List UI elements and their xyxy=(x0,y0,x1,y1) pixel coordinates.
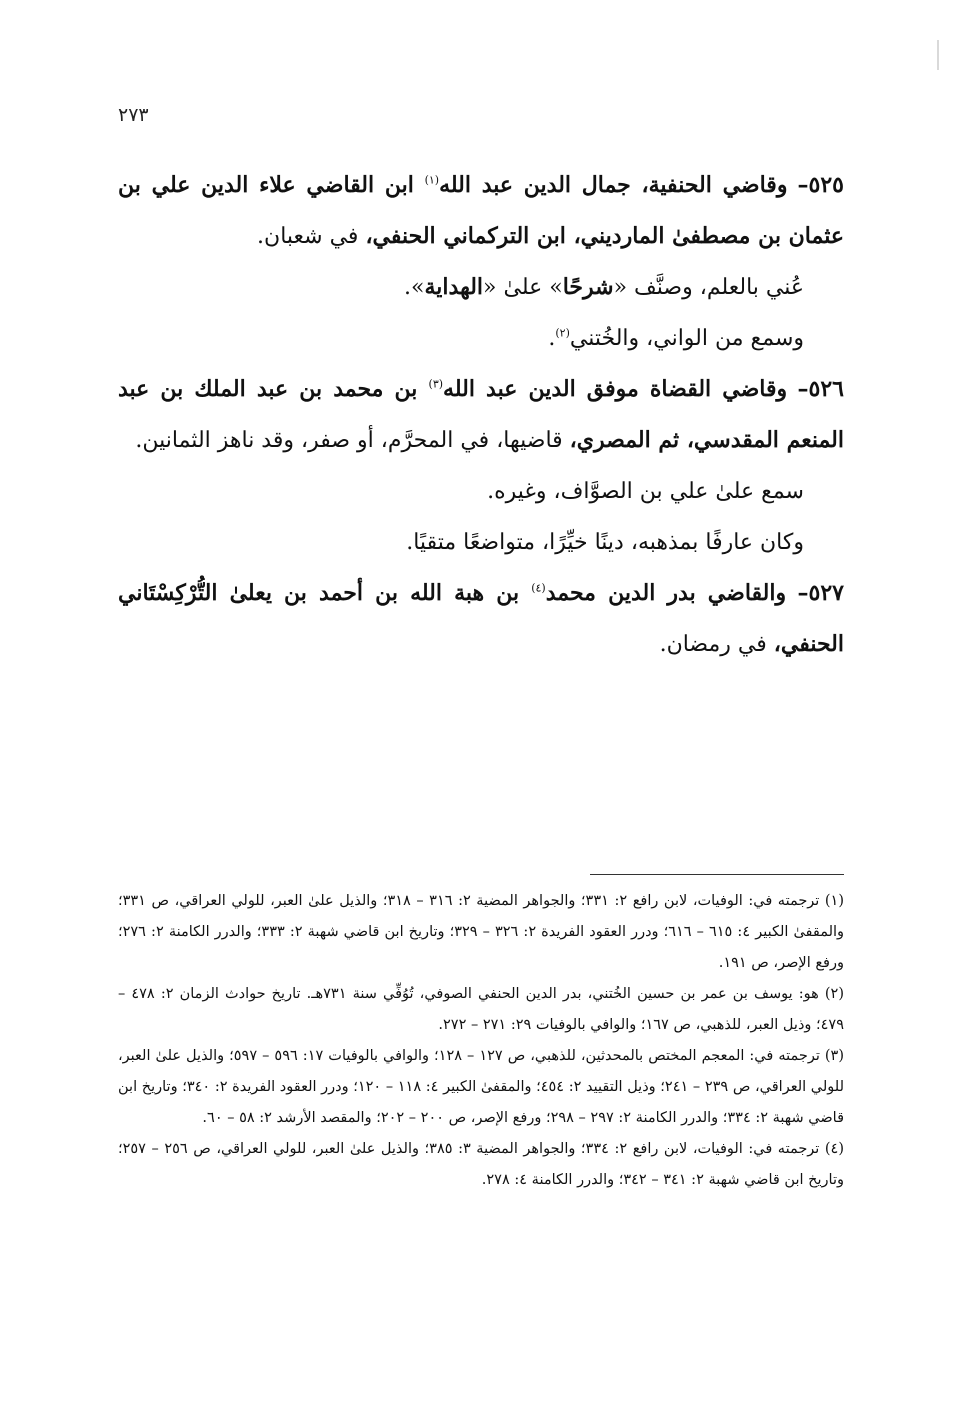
entry-paragraph: سمع علىٰ علي بن الصوَّاف، وغيره. xyxy=(487,479,804,504)
entry-number: ٥٢٥– xyxy=(797,172,844,198)
entry-date: قاضيها، في المحرَّم، أو صفر، وقد ناهز الثمانين. xyxy=(135,428,570,453)
scan-edge-line xyxy=(937,40,939,70)
entry-paragraph: وكان عارفًا بمذهبه، دينًا خيِّرًا، متواضعًا متقيًا. xyxy=(406,530,804,555)
entry-name-cont: بن هبة الله بن أحمد بن يعلىٰ التُّرْكِسْتَاني الحنفي، xyxy=(118,580,844,657)
entry-date: في رمضان. xyxy=(659,632,774,657)
paragraph-text: وسمع من الواني، والخُتني xyxy=(569,326,804,351)
book-title: الهداية xyxy=(424,274,484,300)
page-number: ٢٧٣ xyxy=(118,104,149,126)
entry-paragraph xyxy=(118,313,844,364)
entry-527 xyxy=(118,568,844,670)
paragraph-text: . xyxy=(548,326,556,351)
footnotes xyxy=(118,886,844,1196)
footnote-ref-4[interactable]: (٤) xyxy=(531,581,546,595)
entry-number: ٥٢٦– xyxy=(797,376,844,402)
footnote-ref-2[interactable]: (٢) xyxy=(555,326,570,340)
entry-name: والقاضي بدر الدين محمد xyxy=(545,580,787,606)
paragraph-text: عُني بالعلم، وصنَّف « xyxy=(613,275,804,300)
footnote-1: (١) ترجمته في: الوفيات، لابن رافع ٢: ٣٣١؛ والجواهر المضية ٢: ٣١٦ – ٣١٨؛ والذيل علىٰ العبر، للولي العراقي، ص ٣٣١؛ والمقفىٰ الكبير ٤: ٦١٥ – ٦١٦؛ ودرر العقود الفريدة ٢: ٣٢٦ – ٣٢٩؛ وتاريخ ابن قاضي شهبة ٢: ٣٣٣؛ والدرر الكامنة ٢: ٢٧٦؛ ورفع الإصر، ص ١٩١. xyxy=(118,893,845,971)
entry-name-cont: ابن القاضي علاء الدين علي بن عثمان بن مصطفىٰ المارديني، ابن التركماني الحنفي، xyxy=(118,172,844,249)
entry-name-cont: بن محمد بن عبد الملك بن عبد المنعم المقدسي، ثم المصري، xyxy=(118,376,844,453)
entry-525 xyxy=(118,160,844,262)
footnote-divider xyxy=(590,874,844,875)
paragraph-text: ». xyxy=(404,275,425,300)
entry-526 xyxy=(118,364,844,466)
entry-date: في شعبان. xyxy=(257,224,366,249)
entry-paragraph xyxy=(118,262,844,313)
entry-name: وقاضي القضاة موفق الدين عبد الله xyxy=(443,376,788,402)
footnote-ref-1[interactable]: (١) xyxy=(424,173,440,187)
book-title: شرحًا xyxy=(562,274,614,300)
footnote-2: (٢) هو: يوسف بن عمر بن حسين الخُتني، بدر الدين الحنفي الصوفي، تُوُفِّي سنة ٧٣١هـ. تاريخ حوادث الزمان ٢: ٤٧٨ – ٤٧٩؛ وذيل العبر، للذهبي، ص ١٦٧؛ والوافي بالوفيات ٢٩: ٢٧١ – ٢٧٢. xyxy=(118,986,844,1033)
footnote-ref-3[interactable]: (٣) xyxy=(428,377,444,391)
footnote-3: (٣) ترجمته في: المعجم المختص بالمحدثين، للذهبي، ص ١٢٧ – ١٢٨؛ والوافي بالوفيات ١٧: ٥٩٦ – ٥٩٧؛ والذيل علىٰ العبر، للولي العراقي، ص ٢٣٩ – ٢٤١؛ وذيل التقييد ٢: ٤٥٤؛ والمقفىٰ الكبير ٤: ١١٨ – ١٢٠؛ ودرر العقود الفريدة ٢: ٣٤٠؛ وتاريخ ابن قاضي شهبة ٢: ٣٣٤؛ والدرر الكامنة ٢: ٢٩٧ – ٢٩٨؛ ورفع الإصر، ص ٢٠٠ – ٢٠٢؛ والمقصد الأرشد ٢: ٥٨ – ٦٠. xyxy=(118,1048,845,1126)
entry-name: وقاضي الحنفية، جمال الدين عبد الله xyxy=(439,172,788,198)
paragraph-text: » علىٰ « xyxy=(483,275,563,300)
footnote-4: (٤) ترجمته في: الوفيات، لابن رافع ٢: ٣٣٤؛ والجواهر المضية ٣: ٣٨٥؛ والذيل علىٰ العبر، للولي العراقي، ص ٢٥٦ – ٢٥٧؛ وتاريخ ابن قاضي شهبة ٢: ٣٤١ – ٣٤٢؛ والدرر الكامنة ٤: ٢٧٨. xyxy=(118,1141,845,1188)
entry-number: ٥٢٧– xyxy=(797,580,844,606)
main-text xyxy=(118,160,844,670)
